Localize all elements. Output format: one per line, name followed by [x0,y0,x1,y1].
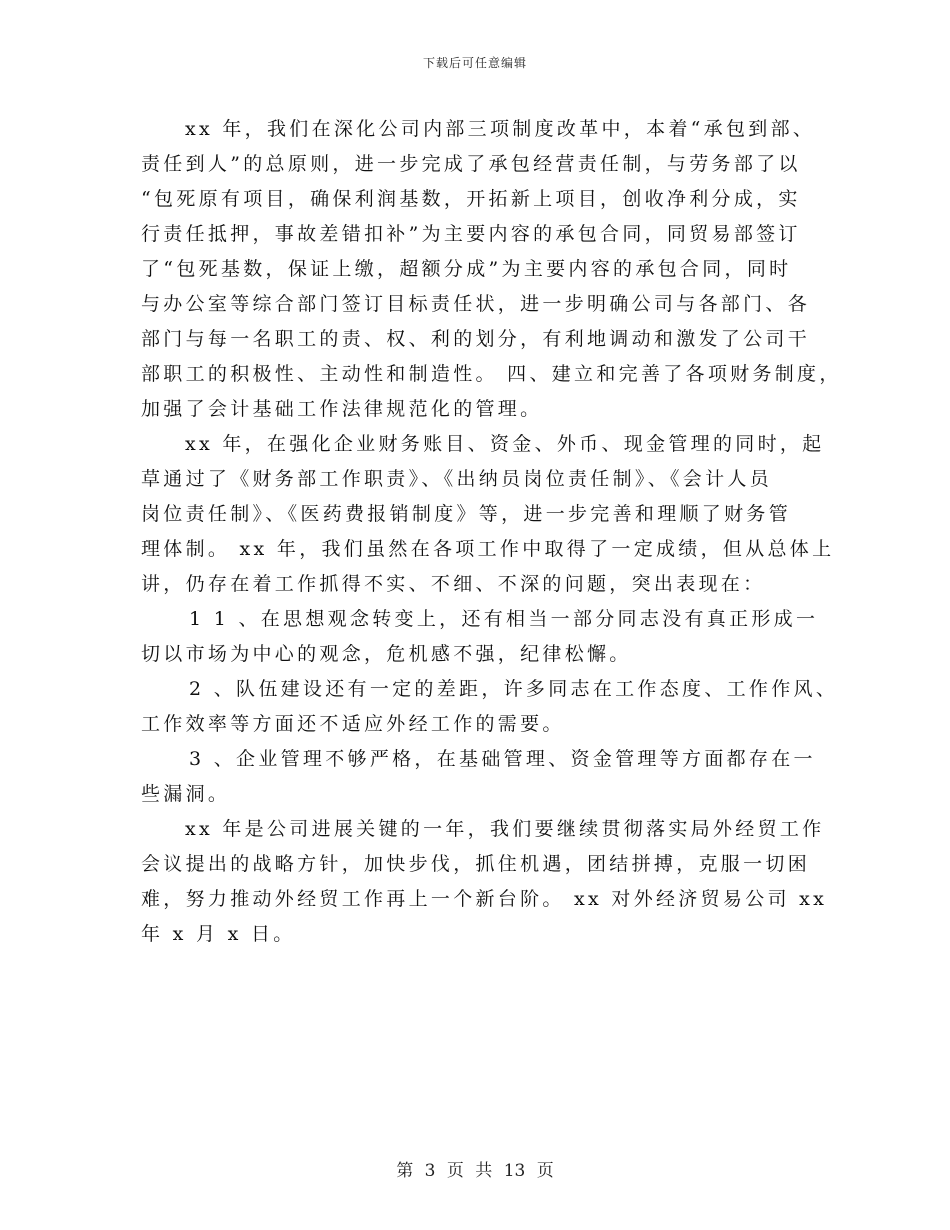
text-line: 加强了会计基础工作法律规范化的管理。 [141,398,543,420]
text-line: xx 年，在强化企业财务账目、资金、外币、现金管理的同时，起 [185,433,825,455]
text-line: 草通过了《财务部工作职责》、《出纳员岗位责任制》、《会计人员 [141,468,773,490]
text-line: 年 x 月 x 日。 [141,923,296,945]
text-line: 难，努力推动外经贸工作再上一个新台阶。 xx 对外经济贸易公司 xx [141,888,828,910]
page-indicator: 第 3 页 共 13 页 [396,1161,554,1181]
text-line: 部职工的积极性、主动性和制造性。 四、建立和完善了各项财务制度， [141,363,842,385]
text-line: 了“包死基数，保证上缴，超额分成”为主要内容的承包合同，同时 [141,258,792,280]
text-line: 行责任抵押，事故差错扣补”为主要内容的承包合同，同贸易部签订 [141,223,801,245]
text-line: 2 、队伍建设还有一定的差距，许多同志在工作态度、工作作风、 [189,678,839,700]
text-line: 讲，仍存在着工作抓得不实、不细、不深的问题，突出表现在： [141,573,766,595]
text-line: “包死原有项目，确保利润基数，开拓新上项目，创收净利分成，实 [141,188,801,210]
text-line: 些漏洞。 [141,783,231,805]
text-line: 岗位责任制》、《医药费报销制度》等，进一步完善和理顺了财务管 [141,503,792,525]
document-body [141,112,842,952]
text-line: xx 年是公司进展关键的一年，我们要继续贯彻落实局外经贸工作 [185,818,825,840]
text-line: 工作效率等方面还不适应外经工作的需要。 [141,713,565,735]
text-line: 理体制。 xx 年，我们虽然在各项工作中取得了一定成绩，但从总体上 [141,538,835,560]
text-line: 1 1 、在思想观念转变上，还有相当一部分同志没有真正形成一 [189,608,819,630]
text-line: 部门与每一名职工的责、权、利的划分，有利地调动和激发了公司干 [141,328,811,350]
text-line: 责任到人”的总原则，进一步完成了承包经营责任制，与劳务部了以 [141,153,801,175]
text-line: 3 、企业管理不够严格，在基础管理、资金管理等方面都存在一 [189,748,816,770]
text-line: 与办公室等综合部门签订目标责任状，进一步明确公司与各部门、各 [141,293,811,315]
text-line: 切以市场为中心的观念，危机感不强，纪律松懈。 [141,643,632,665]
text-line: 会议提出的战略方针，加快步伐，抓住机遇，团结拼搏，克服一切困 [141,853,811,875]
header-note: 下载后可任意编辑 [422,56,527,70]
text-line: xx 年，我们在深化公司内部三项制度改革中，本着“承包到部、 [185,118,816,140]
